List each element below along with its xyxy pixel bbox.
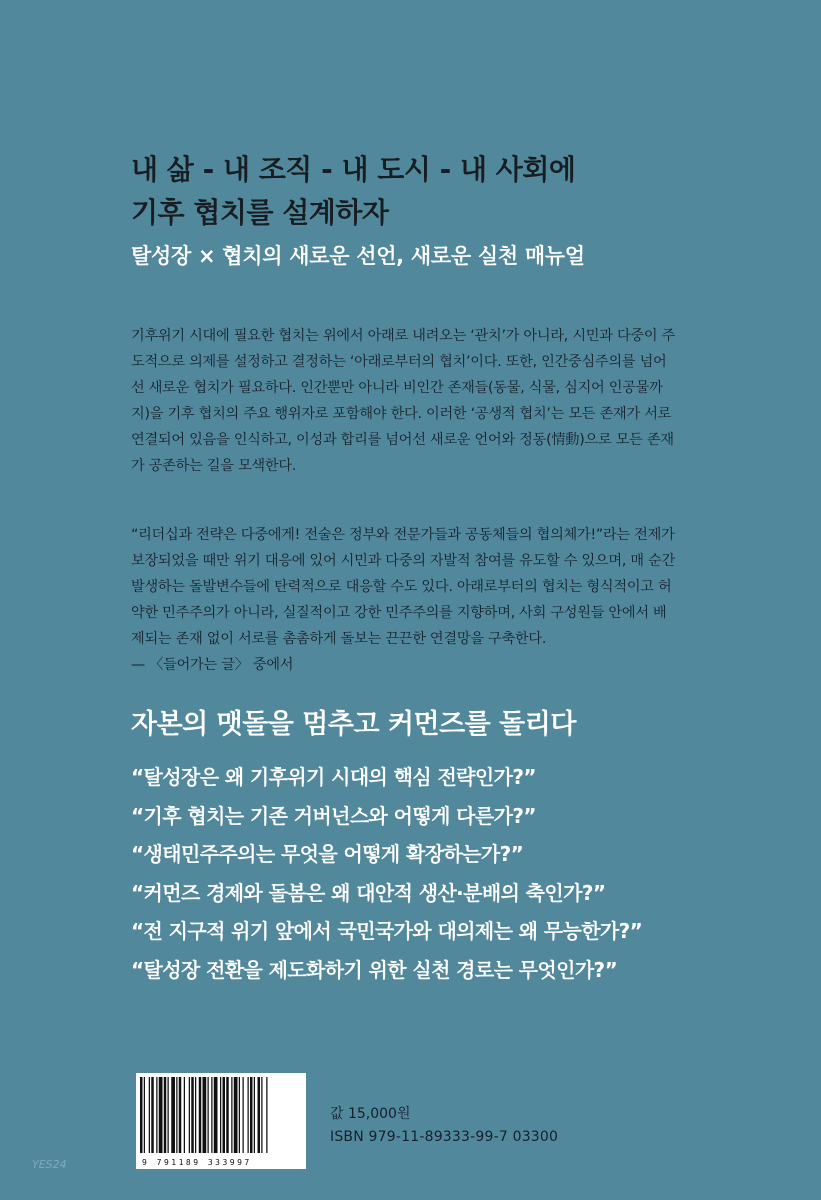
barcode-bar: [159, 1077, 163, 1153]
question-item: “전 지구적 위기 앞에서 국민국가와 대의제는 왜 무능한가?”: [131, 919, 643, 943]
paragraph-line: 도적으로 의제를 설정하고 결정하는 ‘아래로부터의 협치’이다. 또한, 인간중심주의를 넘어: [131, 354, 667, 370]
headline-line-2: 기후 협치를 설계하자: [131, 196, 389, 230]
barcode-bar: [140, 1077, 143, 1153]
paragraph-line: 선 새로운 협치가 필요하다. 인간뿐만 아니라 비인간 존재들(동물, 식물, 심지어 인공물까: [131, 380, 663, 396]
paragraph-line: 보장되었을 때만 위기 대응에 있어 시민과 다중의 자발적 참여를 유도할 수 있으며, 매 순간: [131, 553, 676, 569]
barcode-bar: [231, 1077, 232, 1153]
barcode-digits: 9 791189 333997: [142, 1158, 252, 1167]
barcode-bar: [214, 1077, 218, 1153]
barcode-bar: [149, 1077, 150, 1153]
barcode-bar: [203, 1077, 207, 1153]
isbn-barcode: [136, 1073, 306, 1169]
barcode-bar: [191, 1077, 194, 1153]
barcode-bars: [136, 1073, 306, 1155]
barcode-bar: [179, 1077, 182, 1153]
question-item: “탈성장은 왜 기후위기 시대의 핵심 전략인가?”: [131, 765, 536, 789]
question-list: [131, 758, 642, 989]
barcode-bar: [195, 1077, 196, 1153]
headline-line-1: 내 삶 - 내 조직 - 내 도시 - 내 사회에: [131, 153, 576, 186]
barcode-bar: [223, 1077, 226, 1153]
question-item: “커먼즈 경제와 돌봄은 왜 대안적 생산·분배의 축인가?”: [131, 880, 606, 905]
question-item: “탈성장 전환을 제도화하기 위한 실천 경로는 무엇인가?”: [131, 957, 618, 982]
paragraph-line: 가 공존하는 길을 모색한다.: [131, 458, 297, 474]
barcode-bar: [156, 1077, 157, 1153]
barcode-bar: [176, 1077, 177, 1153]
barcode-bar: [189, 1077, 190, 1153]
barcode-bar: [258, 1077, 261, 1153]
paragraph-line: 기후위기 시대에 필요한 협치는 위에서 아래로 내려오는 ‘관치’가 아니라, 시민과 다중이 주: [131, 328, 676, 344]
barcode-bar: [226, 1077, 229, 1153]
barcode-bar: [250, 1077, 253, 1153]
subheadline: 탈성장 × 협치의 새로운 선언, 새로운 실천 매뉴얼: [131, 244, 585, 268]
paragraph-line: 연결되어 있음을 인식하고, 이성과 합리를 넘어선 새로운 언어와 정동(情動)으로 모든 존재: [131, 432, 674, 448]
barcode-bar: [261, 1077, 262, 1153]
question-item: “생태민주주의는 무엇을 어떻게 확장하는가?”: [131, 842, 524, 866]
section-title: 자본의 맷돌을 멈추고 커먼즈를 돌리다: [131, 709, 576, 740]
barcode-bar: [243, 1077, 244, 1153]
barcode-bar: [254, 1077, 255, 1153]
barcode-bar: [184, 1077, 185, 1153]
quote-source: — 〈들어가는 글〉 중에서: [131, 657, 294, 673]
price-label: 값 15,000원: [330, 1106, 411, 1122]
barcode-bar: [199, 1077, 202, 1153]
watermark-logo: [32, 1158, 67, 1171]
barcode-bar: [239, 1077, 240, 1153]
isbn-label: ISBN 979-11-89333-99-7 03300: [330, 1129, 559, 1145]
question-item: “기후 협치는 기존 거버넌스와 어떻게 다른가?”: [131, 803, 536, 828]
headline: [131, 148, 575, 235]
barcode-bar: [164, 1077, 167, 1153]
paragraph-line: 제되는 존재 없이 서로를 촘촘하게 돌보는 끈끈한 연결망을 구축한다.: [131, 631, 547, 647]
barcode-bar: [211, 1077, 212, 1153]
barcode-bar: [144, 1077, 145, 1153]
watermark-text: YES24: [32, 1158, 67, 1171]
barcode-bar: [151, 1077, 154, 1153]
quote-paragraph: [131, 522, 691, 678]
barcode-bar: [248, 1077, 249, 1153]
barcode-bar: [208, 1077, 209, 1153]
paragraph-line: 지)을 기후 협치의 주요 행위자로 포함해야 한다. 이러한 ‘공생적 협치’는 모든 존재가 서로: [131, 406, 672, 422]
barcode-bar: [220, 1077, 221, 1153]
barcode-bar: [168, 1077, 169, 1153]
paragraph-line: “리더십과 전략은 다중에게! 전술은 정부와 전문가들과 공동체들의 협의체가!”라는 전제가: [131, 527, 675, 543]
intro-paragraph: [131, 323, 691, 479]
paragraph-line: 약한 민주주의가 아니라, 실질적이고 강한 민주주의를 지향하며, 사회 구성원들 안에서 배: [131, 605, 667, 621]
barcode-bar: [234, 1077, 238, 1153]
barcode-bar: [266, 1077, 267, 1153]
barcode-bar: [171, 1077, 175, 1153]
paragraph-line: 발생하는 돌발변수들에 탄력적으로 대응할 수도 있다. 아래로부터의 협치는 형식적이고 허: [131, 579, 672, 595]
